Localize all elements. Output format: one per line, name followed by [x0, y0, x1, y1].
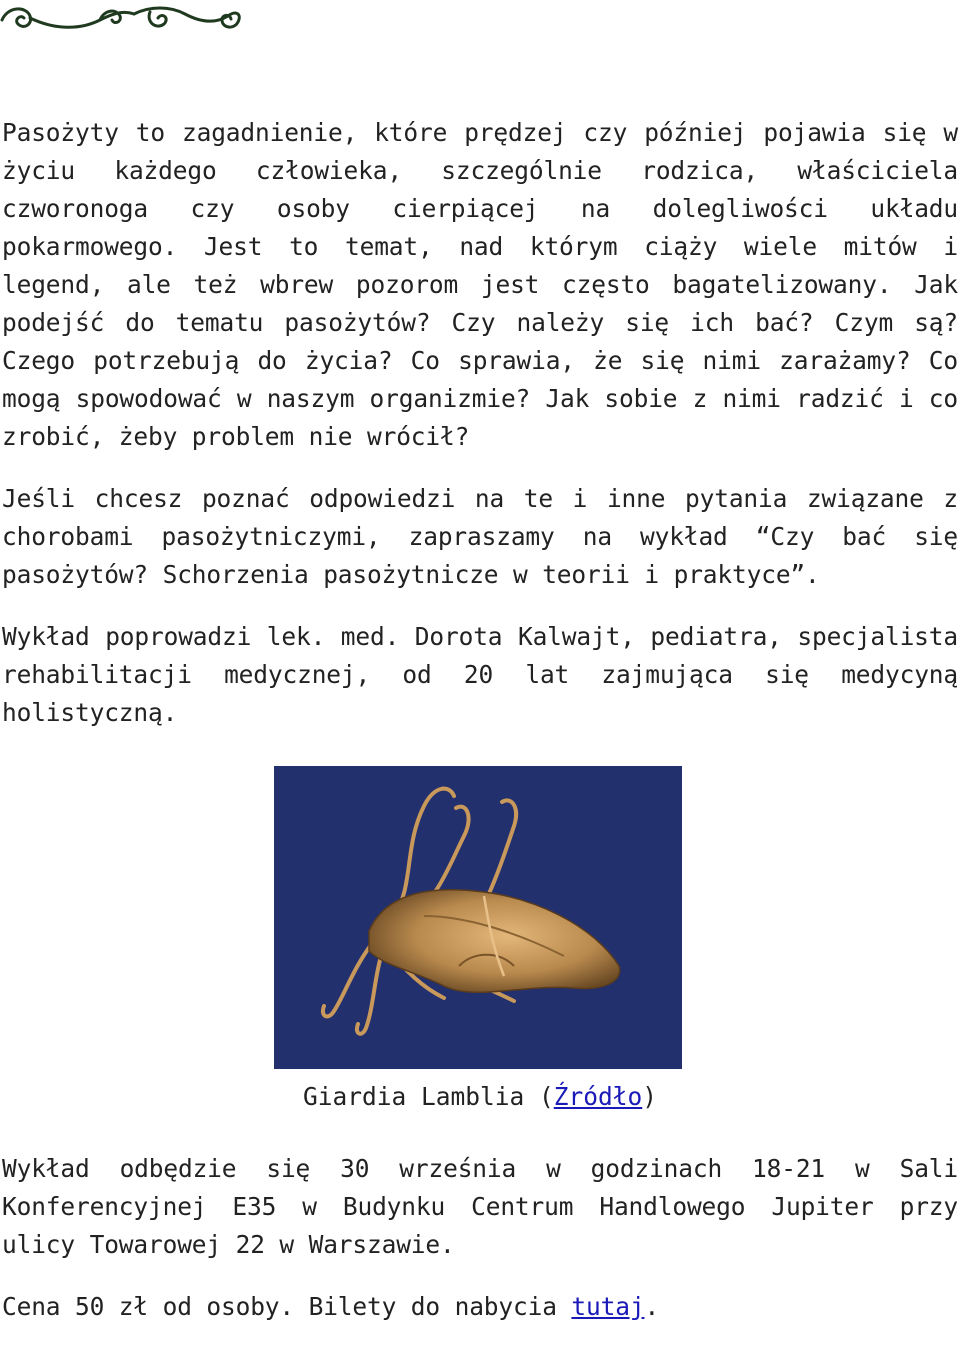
- price-text: Cena 50 zł od osoby. Bilety do nabycia: [2, 1292, 572, 1321]
- caption-source-link[interactable]: Źródło: [553, 1082, 643, 1111]
- tickets-link[interactable]: tutaj: [571, 1292, 645, 1321]
- article-content: [2, 114, 958, 1350]
- speaker-paragraph: Wykład poprowadzi lek. med. Dorota Kalwajt, pediatra, specjalista rehabilitacji medycznej, od 20 lat zajmująca się medycyną holistyczną.: [2, 622, 958, 727]
- invitation-paragraph: Jeśli chcesz poznać odpowiedzi na te i inne pytania związane z chorobami pasożytniczymi, zapraszamy na wykład “Czy bać się pasożytów? Schorzenia pasożytnicze w teorii i praktyce”.: [2, 484, 958, 589]
- price-end: .: [644, 1292, 660, 1321]
- figure: [2, 766, 958, 1116]
- caption-text: Giardia Lamblia (: [302, 1082, 554, 1111]
- price-paragraph: [2, 1288, 958, 1326]
- figure-caption: [2, 1078, 958, 1116]
- decorative-flourish-icon: [0, 0, 245, 40]
- intro-paragraph: Pasożyty to zagadnienie, które prędzej czy później pojawia się w życiu każdego człowieka, szczególnie rodzica, właściciela czworonoga czy osoby cierpiącej na dolegliwości układu pokarmowego. Jest to temat, nad którym ciąży wiele mitów i legend, ale też wbrew pozorom jest często bagatelizowany. Jak podejść do tematu pasożytów? Czy należy się ich bać? Czym są? Czego potrzebują do życia? Co sprawia, że się nimi zarażamy? Co mogą spowodować w naszym organizmie? Jak sobie z nimi radzić i co zrobić, żeby problem nie wrócił?: [2, 118, 958, 451]
- location-paragraph: Wykład odbędzie się 30 września w godzinach 18-21 w Sali Konferencyjnej E35 w Budynku Centrum Handlowego Jupiter przy ulicy Towarowej 22 w Warszawie.: [2, 1154, 958, 1259]
- giardia-lamblia-image: [274, 766, 682, 1069]
- caption-end: ): [642, 1082, 658, 1111]
